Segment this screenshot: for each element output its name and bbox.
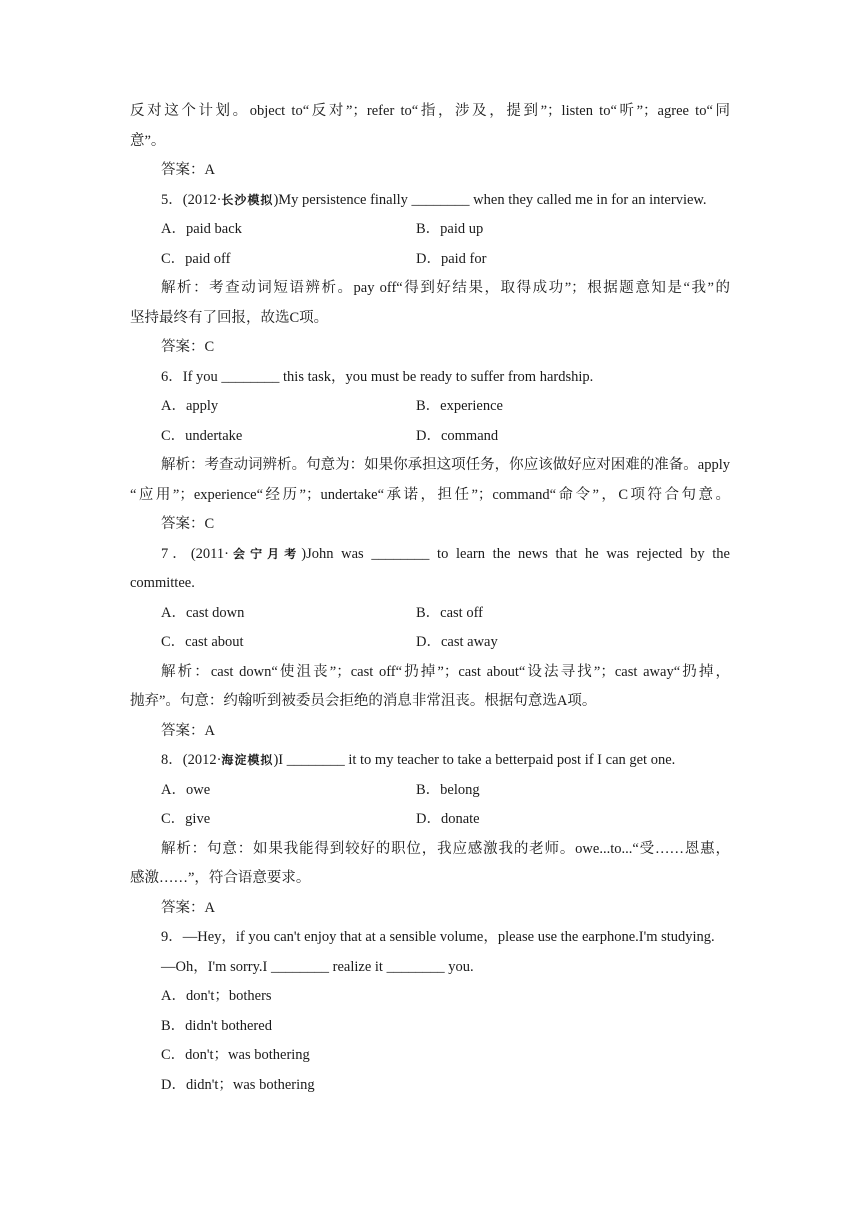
question-stem (130, 186, 730, 216)
analysis-continuation-line: 意”。 (130, 132, 166, 149)
answer-line: 答案：A (161, 162, 215, 178)
option-d: D．paid for (416, 250, 487, 267)
analysis-line: “应用”；experience“经历”；undertake“承诺，担任”；command“命令”，C项符合句意。 (130, 486, 730, 503)
options-row (130, 776, 730, 806)
answer-line: 答案：A (161, 899, 215, 916)
source-label: 长沙模拟 (221, 192, 274, 207)
document-page (130, 97, 730, 1100)
answer-line: 答案：C (161, 339, 215, 355)
options-row (130, 628, 730, 658)
stem-suffix: )My persistence finally ________ when they called me in for an interview. (273, 191, 707, 208)
source-label: 会宁月考 (228, 546, 302, 561)
options-row (130, 805, 730, 835)
options-row (130, 422, 730, 452)
option-d: D．didn't；was bothering (161, 1076, 315, 1093)
option-a: A．cast down (161, 604, 245, 621)
question-stem-continuation: —Oh，I'm sorry.I ________ realize it ________ you. (161, 958, 474, 975)
option-a: A．apply (161, 398, 219, 414)
option-b: B．belong (416, 781, 480, 798)
option-c: C．paid off (161, 250, 231, 267)
stem-suffix: )John was ________ to learn the news that he was rejected by the (301, 545, 730, 562)
options-row (130, 245, 730, 275)
analysis-line: 感激……”，符合语意要求。 (130, 870, 311, 886)
analysis-line: 抛弃”。句意：约翰听到被委员会拒绝的消息非常沮丧。根据句意选A项。 (130, 693, 597, 709)
analysis-line: 解析：考查动词短语辨析。pay off“得到好结果，取得成功”；根据题意知是“我”的 (161, 280, 730, 296)
analysis-line: 坚持最终有了回报，故选C项。 (130, 309, 329, 326)
option-c: C．undertake (161, 427, 243, 444)
analysis-line: 解析：cast down“使沮丧”；cast off“扔掉”；cast about“设法寻找”；cast away“扔掉， (161, 663, 730, 680)
analysis-line: 解析：考查动词辨析。句意为：如果你承担这项任务，你应该做好应对困难的准备。apply (161, 457, 730, 473)
option-a: A．owe (161, 781, 211, 798)
option-b: B．paid up (416, 221, 484, 237)
stem-prefix: 8．(2012· (161, 752, 222, 768)
option-c: C．give (161, 811, 211, 827)
options-row (130, 215, 730, 245)
source-label: 海淀模拟 (221, 753, 274, 767)
option-d: D．command (416, 427, 499, 444)
stem-prefix: 7．(2011· (161, 545, 229, 562)
option-a: A．paid back (161, 221, 242, 237)
option-d: D．donate (416, 811, 480, 827)
stem-prefix: 5．(2012· (161, 191, 222, 208)
option-c: C．cast about (161, 634, 244, 650)
analysis-continuation-line: 反对这个计划。object to“反对”；refer to“指，涉及，提到”；listen to“听”；agree to“同 (130, 103, 730, 119)
option-c: C．don't；was bothering (161, 1047, 310, 1063)
analysis-line: 解析：句意：如果我能得到较好的职位，我应感激我的老师。owe...to...“受……恩惠， (161, 840, 730, 857)
option-b: B．cast off (416, 604, 483, 621)
question-stem (130, 746, 730, 776)
answer-line: 答案：A (161, 722, 215, 739)
question-stem-continuation: committee. (130, 575, 195, 591)
option-b: B．didn't bothered (161, 1017, 272, 1034)
options-row (130, 392, 730, 422)
options-row (130, 599, 730, 629)
question-stem: 6．If you ________ this task，you must be ready to suffer from hardship. (161, 368, 594, 385)
option-a: A．don't；bothers (161, 988, 272, 1004)
option-d: D．cast away (416, 634, 498, 650)
option-b: B．experience (416, 398, 503, 414)
answer-line: 答案：C (161, 516, 215, 532)
question-stem: 9．—Hey，if you can't enjoy that at a sensible volume，please use the earphone.I'm studying. (161, 929, 715, 945)
stem-suffix: )I ________ it to my teacher to take a betterpaid post if I can get one. (273, 752, 676, 768)
question-stem (130, 540, 730, 570)
